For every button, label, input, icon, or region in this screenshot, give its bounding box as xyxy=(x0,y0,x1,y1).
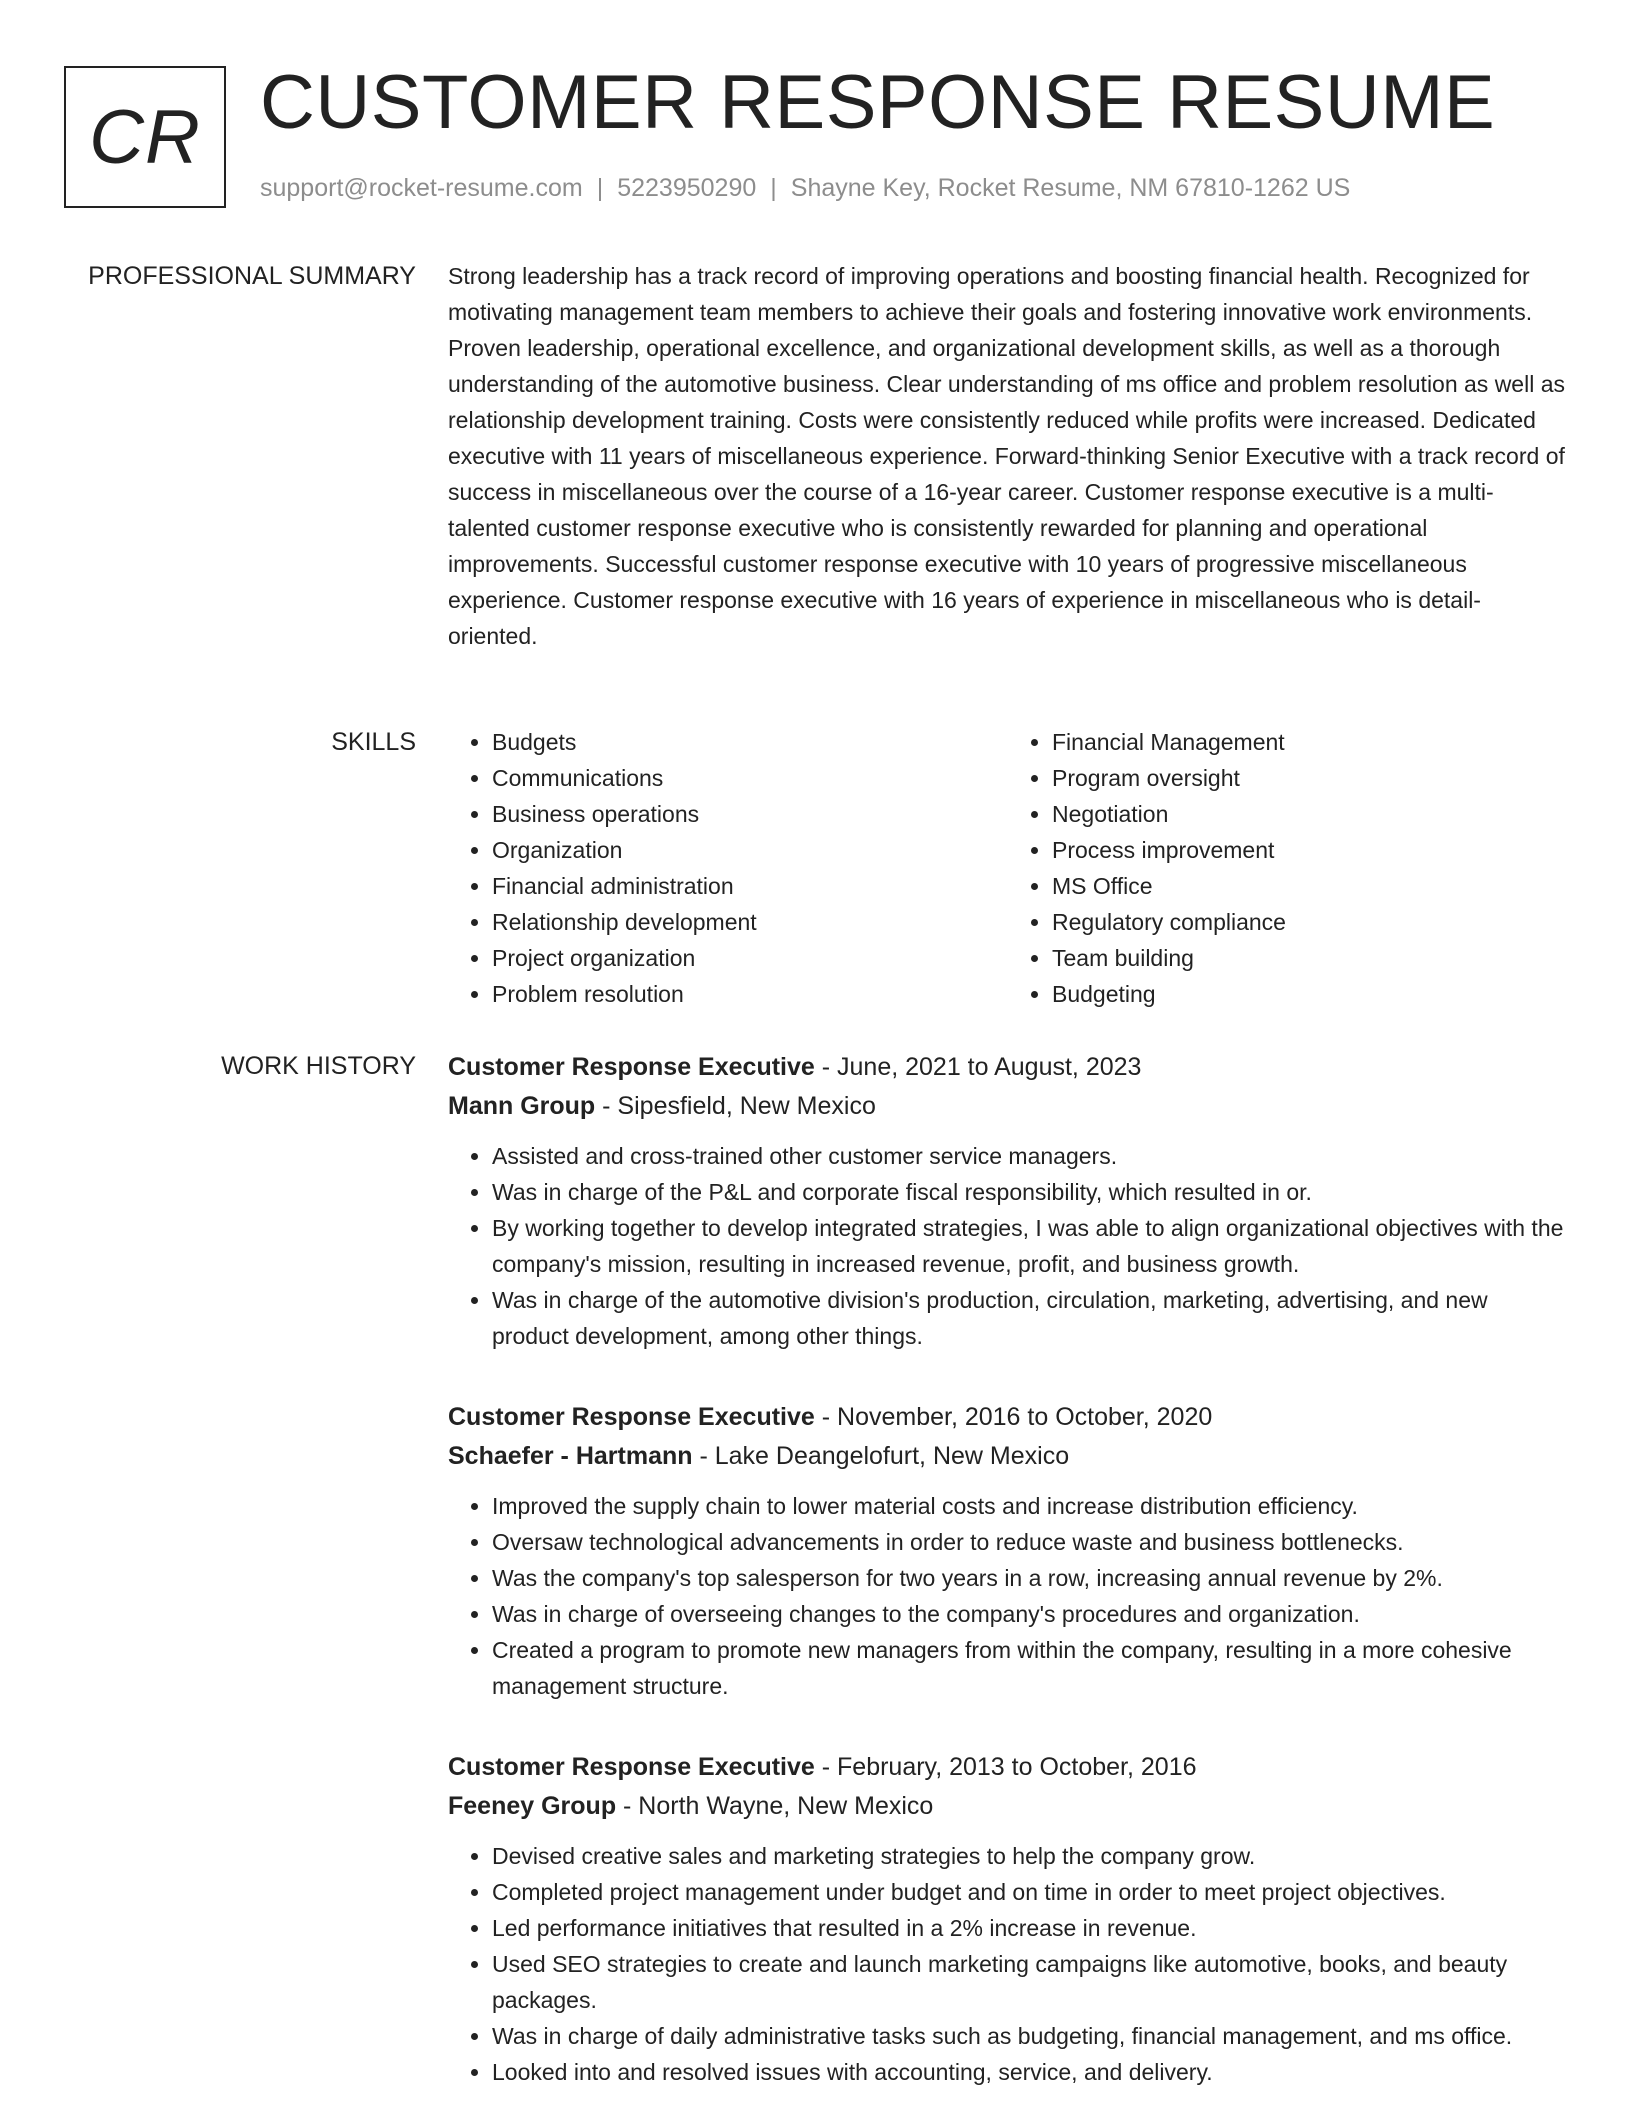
skill-item: • Budgets xyxy=(492,724,1008,760)
job-title: Customer Response Executive xyxy=(448,1403,815,1431)
job-title-line xyxy=(448,1048,1568,1087)
job-dates: - June, 2021 to August, 2023 xyxy=(814,1053,1142,1081)
skill-item: • Problem resolution xyxy=(492,976,1008,1012)
job-location: - North Wayne, New Mexico xyxy=(616,1792,934,1820)
skill-item: • Process improvement xyxy=(1052,832,1568,868)
summary-text: Strong leadership has a track record of improving operations and boosting financial health. Recognized for motivating management team members to achieve their goals and fostering innovative work environments. Proven leadership, operational excellence, and organizational development skills, as well as a thorough understanding of the automotive business. Clear understanding of ms office and problem resolution as well as relationship development training. Costs were consistently reduced while profits were increased. Dedicated executive with 11 years of miscellaneous experience. Forward-thinking Senior Executive with a track record of success in miscellaneous over the course of a 16-year career. Customer response executive is a multi-talented customer response executive who is consistently rewarded for planning and operational improvements. Successful customer response executive with 10 years of progressive miscellaneous experience. Customer response executive with 16 years of experience in miscellaneous who is detail-oriented. xyxy=(448,263,1566,649)
job-bullet: • Was in charge of overseeing changes to the company's procedures and organization. xyxy=(492,1596,1568,1632)
job-location: - Sipesfield, New Mexico xyxy=(595,1092,876,1120)
job-bullet: • Created a program to promote new managers from within the company, resulting in a more cohesive management structure. xyxy=(492,1632,1568,1704)
work-label: WORK HISTORY xyxy=(221,1052,416,1080)
job-bullet: • Improved the supply chain to lower material costs and increase distribution efficiency. xyxy=(492,1488,1568,1524)
job-company-line xyxy=(448,1437,1568,1476)
job-bullet: • Completed project management under budget and on time in order to meet project objectives. xyxy=(492,1874,1568,1910)
job-company-line xyxy=(448,1087,1568,1126)
job-title-line xyxy=(448,1748,1568,1787)
monogram: CR xyxy=(64,66,226,208)
skill-item: • Business operations xyxy=(492,796,1008,832)
job-company: Feeney Group xyxy=(448,1792,617,1820)
skill-item: • MS Office xyxy=(1052,868,1568,904)
job-bullets xyxy=(448,1838,1568,2090)
job-bullet: • Was in charge of the automotive division's production, circulation, marketing, advertising, and new product development, among other things. xyxy=(492,1282,1568,1354)
skill-item: • Project organization xyxy=(492,940,1008,976)
job-entry xyxy=(448,1048,1568,1354)
job-location: - Lake Deangelofurt, New Mexico xyxy=(692,1442,1070,1470)
job-company: Mann Group xyxy=(448,1092,596,1120)
job-bullet: • By working together to develop integrated strategies, I was able to align organizational objectives with the company's mission, resulting in increased revenue, profit, and business growth. xyxy=(492,1210,1568,1282)
skills-list-left xyxy=(448,724,1008,1012)
skill-item: • Regulatory compliance xyxy=(1052,904,1568,940)
job-bullet: • Assisted and cross-trained other customer service managers. xyxy=(492,1138,1568,1174)
skill-item: • Team building xyxy=(1052,940,1568,976)
job-title: Customer Response Executive xyxy=(448,1053,815,1081)
job-bullet: • Was the company's top salesperson for two years in a row, increasing annual revenue by 2%. xyxy=(492,1560,1568,1596)
job-bullet: • Devised creative sales and marketing strategies to help the company grow. xyxy=(492,1838,1568,1874)
job-title: Customer Response Executive xyxy=(448,1753,815,1781)
resume-title: CUSTOMER RESPONSE RESUME xyxy=(260,60,1496,145)
skill-item: • Negotiation xyxy=(1052,796,1568,832)
job-dates: - February, 2013 to October, 2016 xyxy=(814,1753,1197,1781)
skill-item: • Relationship development xyxy=(492,904,1008,940)
contact-line xyxy=(260,174,1350,203)
skills-list-right xyxy=(1008,724,1568,1012)
skill-item: • Organization xyxy=(492,832,1008,868)
contact-separator: | xyxy=(596,174,604,202)
job-company-line xyxy=(448,1787,1568,1826)
job-bullet: • Looked into and resolved issues with accounting, service, and delivery. xyxy=(492,2054,1568,2090)
job-entry xyxy=(448,1398,1568,1704)
skill-item: • Program oversight xyxy=(1052,760,1568,796)
skills-label: SKILLS xyxy=(331,728,416,756)
job-dates: - November, 2016 to October, 2020 xyxy=(814,1403,1213,1431)
skill-item: • Financial Management xyxy=(1052,724,1568,760)
work-body xyxy=(448,1048,1568,2090)
contact-phone: 5223950290 xyxy=(617,174,757,202)
contact-address: Shayne Key, Rocket Resume, NM 67810-1262 US xyxy=(790,174,1351,202)
contact-email: support@rocket-resume.com xyxy=(260,174,583,202)
job-bullet: • Used SEO strategies to create and launch marketing campaigns like automotive, books, and beauty packages. xyxy=(492,1946,1568,2018)
job-bullet: • Was in charge of the P&L and corporate fiscal responsibility, which resulted in or. xyxy=(492,1174,1568,1210)
job-bullets xyxy=(448,1488,1568,1704)
summary-body xyxy=(448,258,1568,654)
skill-item: • Financial administration xyxy=(492,868,1008,904)
job-entry xyxy=(448,1748,1568,2090)
job-bullet: • Was in charge of daily administrative tasks such as budgeting, financial management, and ms office. xyxy=(492,2018,1568,2054)
job-bullet: • Oversaw technological advancements in order to reduce waste and business bottlenecks. xyxy=(492,1524,1568,1560)
skills-body xyxy=(448,724,1568,1012)
job-title-line xyxy=(448,1398,1568,1437)
job-bullet: • Led performance initiatives that resulted in a 2% increase in revenue. xyxy=(492,1910,1568,1946)
job-bullets xyxy=(448,1138,1568,1354)
skill-item: • Communications xyxy=(492,760,1008,796)
job-company: Schaefer - Hartmann xyxy=(448,1442,693,1470)
summary-label: PROFESSIONAL SUMMARY xyxy=(88,262,416,290)
skill-item: • Budgeting xyxy=(1052,976,1568,1012)
contact-separator: | xyxy=(770,174,777,202)
